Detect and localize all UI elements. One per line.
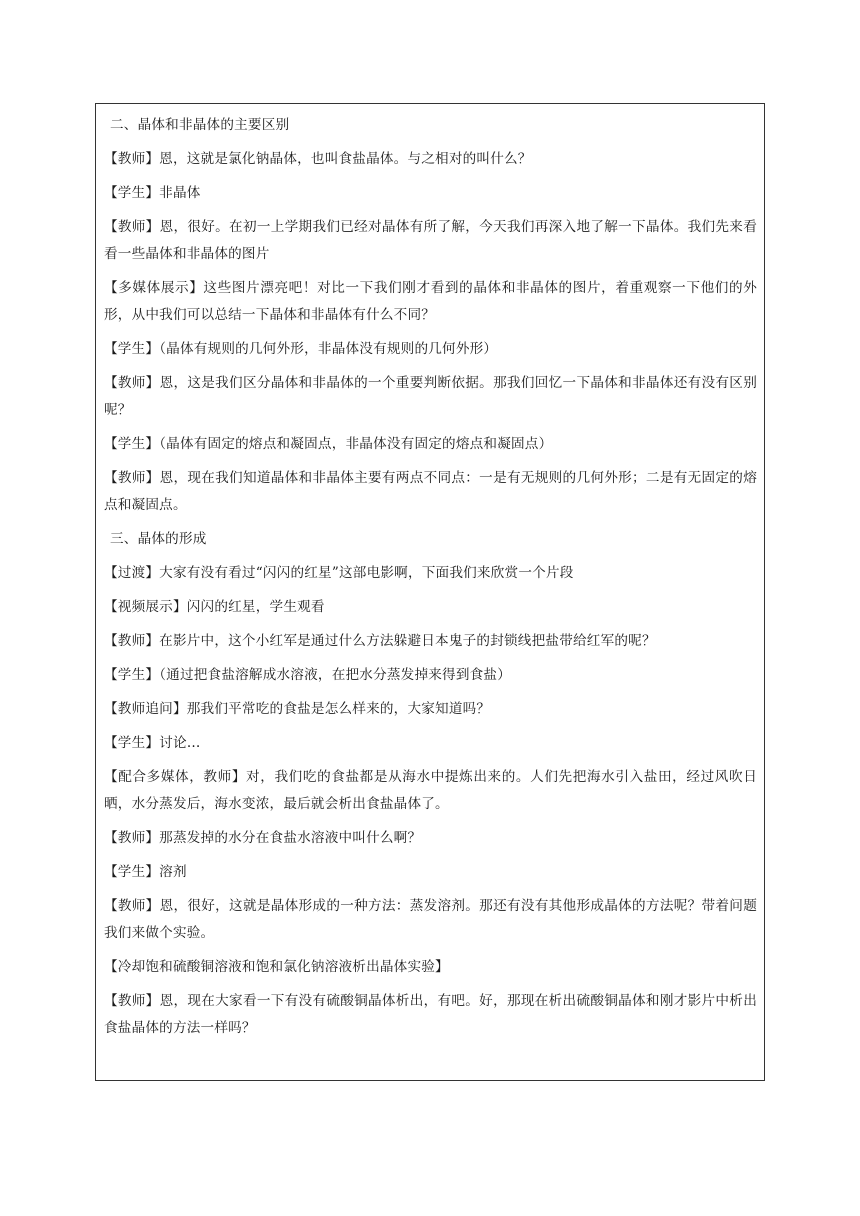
- paragraph-teacher-1: 【教师】恩，这就是氯化钠晶体，也叫食盐晶体。与之相对的叫什么？: [104, 151, 532, 167]
- lesson-content: [104, 112, 757, 1042]
- paragraph-student-2: 【学生】（晶体有规则的几何外形，非晶体没有规则的几何外形）: [104, 341, 498, 357]
- paragraph-student-5: 【学生】讨论…: [104, 735, 201, 751]
- paragraph-teacher-6: 【教师】那蒸发掉的水分在食盐水溶液中叫什么啊？: [104, 830, 422, 846]
- paragraph-teacher-2: 【教师】恩，很好。在初一上学期我们已经对晶体有所了解，今天我们再深入地了解一下晶体。我们先来看看一些晶体和非晶体的图片: [104, 219, 757, 262]
- paragraph-multimedia-2: 【配合多媒体，教师】对，我们吃的食盐都是从海水中提炼出来的。人们先把海水引入盐田，经过风吹日晒，水分蒸发后，海水变浓，最后就会析出食盐晶体了。: [104, 769, 757, 812]
- paragraph-student-4: 【学生】（通过把食盐溶解成水溶液，在把水分蒸发掉来得到食盐）: [104, 667, 512, 683]
- paragraph-transition: 【过渡】大家有没有看过“闪闪的红星”这部电影啊，下面我们来欣赏一个片段: [104, 565, 574, 581]
- paragraph-teacher-followup: 【教师追问】那我们平常吃的食盐是怎么样来的，大家知道吗？: [104, 701, 491, 717]
- section-heading-differences: 二、晶体和非晶体的主要区别: [110, 117, 290, 133]
- paragraph-experiment: 【冷却饱和硫酸铜溶液和饱和氯化钠溶液析出晶体实验】: [104, 959, 449, 975]
- paragraph-multimedia-1: 【多媒体展示】这些图片漂亮吧！对比一下我们刚才看到的晶体和非晶体的图片，着重观察一下他们的外形，从中我们可以总结一下晶体和非晶体有什么不同？: [104, 280, 757, 323]
- paragraph-teacher-5: 【教师】在影片中，这个小红军是通过什么方法躲避日本鬼子的封锁线把盐带给红军的呢？: [104, 633, 656, 649]
- paragraph-teacher-4: 【教师】恩，现在我们知道晶体和非晶体主要有两点不同点：一是有无规则的几何外形；二是有无固定的熔点和凝固点。: [104, 470, 757, 513]
- section-heading-formation: 三、晶体的形成: [110, 531, 207, 547]
- paragraph-video: 【视频展示】闪闪的红星，学生观看: [104, 599, 325, 615]
- paragraph-teacher-8: 【教师】恩，现在大家看一下有没有硫酸铜晶体析出，有吧。好，那现在析出硫酸铜晶体和刚才影片中析出食盐晶体的方法一样吗？: [104, 993, 757, 1036]
- lesson-table-cell: [95, 103, 765, 1081]
- paragraph-student-6: 【学生】溶剂: [104, 864, 187, 880]
- paragraph-student-3: 【学生】（晶体有固定的熔点和凝固点，非晶体没有固定的熔点和凝固点）: [104, 436, 553, 452]
- paragraph-teacher-3: 【教师】恩，这是我们区分晶体和非晶体的一个重要判断依据。那我们回忆一下晶体和非晶体还有没有区别呢？: [104, 375, 757, 418]
- paragraph-teacher-7: 【教师】恩，很好，这就是晶体形成的一种方法：蒸发溶剂。那还有没有其他形成晶体的方法呢？带着问题我们来做个实验。: [104, 898, 757, 941]
- paragraph-student-1: 【学生】非晶体: [104, 185, 201, 201]
